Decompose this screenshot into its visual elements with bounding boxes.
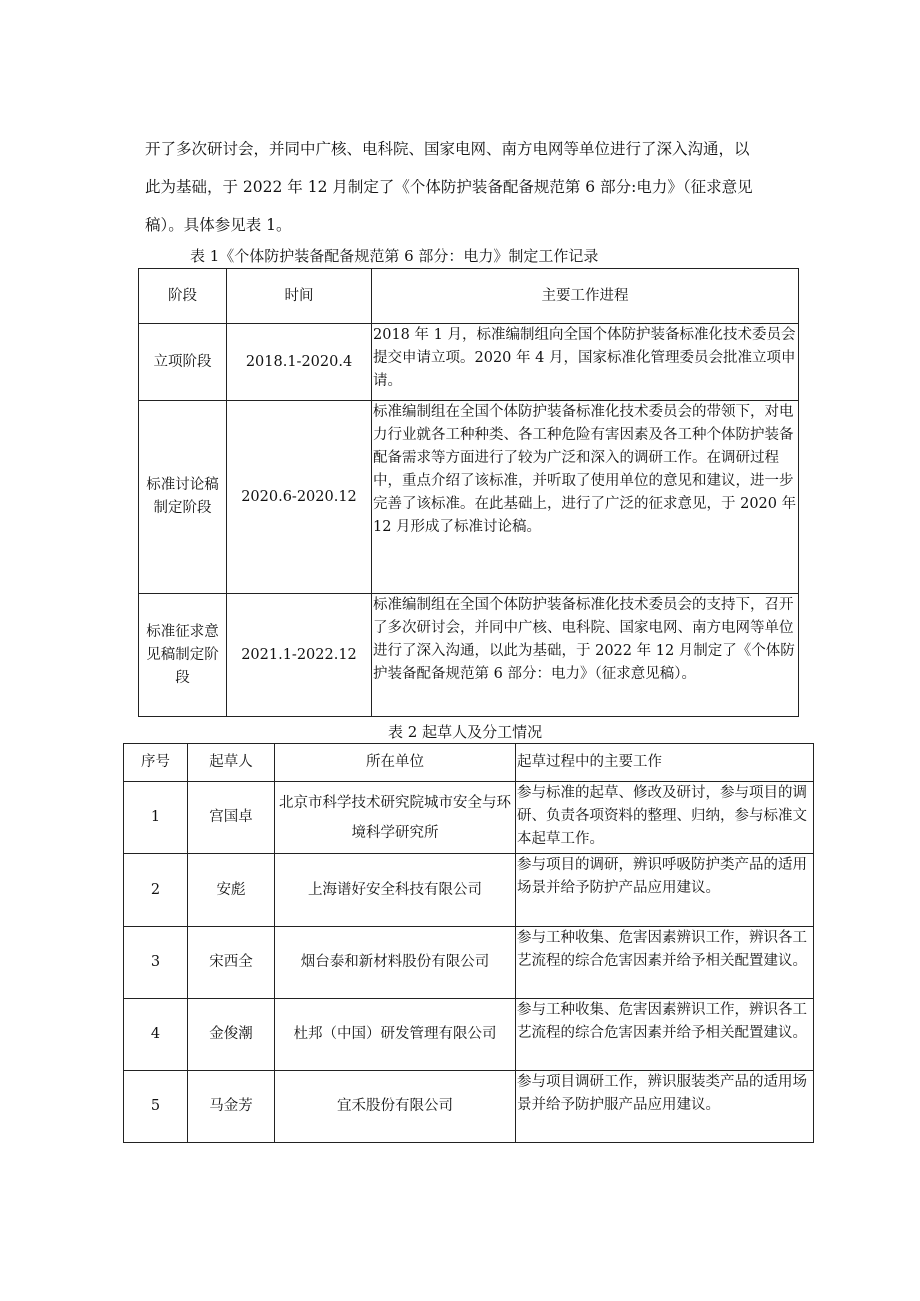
work-cell: 参与工种收集、危害因素辨识工作，辨识各工艺流程的综合危害因素并给予相关配置建议。 (516, 927, 814, 999)
table-row (124, 999, 814, 1071)
drafter-cell: 安彪 (188, 854, 275, 927)
org-cell: 上海谱好安全科技有限公司 (275, 854, 516, 927)
stage-cell: 立项阶段 (139, 324, 227, 401)
table-row (124, 782, 814, 854)
table2-caption: 表 2 起草人及分工情况 (388, 723, 543, 741)
drafter-cell: 金俊潮 (188, 999, 275, 1071)
no-cell: 1 (124, 782, 188, 854)
table-row (139, 324, 799, 401)
no-cell: 5 (124, 1071, 188, 1143)
header-no: 序号 (124, 744, 188, 782)
org-cell: 杜邦（中国）研发管理有限公司 (275, 999, 516, 1071)
intro-line: 稿）。具体参见表 1。 (145, 216, 292, 234)
intro-paragraph (145, 130, 815, 244)
table-row (124, 854, 814, 927)
stage-cell: 标准征求意见稿制定阶段 (139, 594, 227, 717)
org-cell: 北京市科学技术研究院城市安全与环境科学研究所 (275, 782, 516, 854)
table-row (139, 594, 799, 717)
no-cell: 2 (124, 854, 188, 927)
table-header-row (124, 744, 814, 782)
intro-line: 开了多次研讨会，并同中广核、电科院、国家电网、南方电网等单位进行了深入沟通，以 (145, 140, 750, 158)
drafter-cell: 宫国卓 (188, 782, 275, 854)
header-org: 所在单位 (275, 744, 516, 782)
header-time: 时间 (227, 269, 372, 324)
work-record-table (138, 268, 799, 717)
drafter-cell: 宋西全 (188, 927, 275, 999)
intro-line: 此为基础，于 2022 年 12 月制定了《个体防护装备配备规范第 6 部分:电力》（征求意见 (145, 178, 753, 196)
work-cell: 参与项目的调研，辨识呼吸防护类产品的适用场景并给予防护产品应用建议。 (516, 854, 814, 927)
work-cell: 2018 年 1 月，标准编制组向全国个体防护装备标准化技术委员会提交申请立项。2020 年 4 月，国家标准化管理委员会批准立项申请。 (372, 324, 799, 401)
header-drafter: 起草人 (188, 744, 275, 782)
table-row (124, 927, 814, 999)
org-cell: 宜禾股份有限公司 (275, 1071, 516, 1143)
no-cell: 3 (124, 927, 188, 999)
time-cell: 2021.1-2022.12 (227, 594, 372, 717)
table1-caption: 表 1《个体防护装备配备规范第 6 部分：电力》制定工作记录 (190, 247, 599, 265)
work-cell: 参与标准的起草、修改及研讨，参与项目的调研、负责各项资料的整理、归纳，参与标准文本起草工作。 (516, 782, 814, 854)
table-row (139, 401, 799, 594)
work-cell: 标准编制组在全国个体防护装备标准化技术委员会的支持下，召开了多次研讨会，并同中广核、电科院、国家电网、南方电网等单位进行了深入沟通，以此为基础，于 2022 年 12 月制定了《个体防护装备配备规范第 6 部分：电力》（征求意见稿）。 (372, 594, 799, 717)
time-cell: 2020.6-2020.12 (227, 401, 372, 594)
work-cell: 参与工种收集、危害因素辨识工作，辨识各工艺流程的综合危害因素并给予相关配置建议。 (516, 999, 814, 1071)
work-cell: 标准编制组在全国个体防护装备标准化技术委员会的带领下，对电力行业就各工种种类、各工种危险有害因素及各工种个体防护装备配备需求等方面进行了较为广泛和深入的调研工作。在调研过程中，重点介绍了该标准，并听取了使用单位的意见和建议，进一步完善了该标准。在此基础上，进行了广泛的征求意见，于 2020 年 12 月形成了标准讨论稿。 (372, 401, 799, 594)
table-header-row (139, 269, 799, 324)
work-cell: 参与项目调研工作，辨识服装类产品的适用场景并给予防护服产品应用建议。 (516, 1071, 814, 1143)
header-work: 主要工作进程 (372, 269, 799, 324)
table-row (124, 1071, 814, 1143)
header-stage: 阶段 (139, 269, 227, 324)
drafter-cell: 马金芳 (188, 1071, 275, 1143)
stage-cell: 标准讨论稿制定阶段 (139, 401, 227, 594)
org-cell: 烟台泰和新材料股份有限公司 (275, 927, 516, 999)
header-work: 起草过程中的主要工作 (516, 744, 814, 782)
time-cell: 2018.1-2020.4 (227, 324, 372, 401)
drafters-table (123, 743, 814, 1143)
no-cell: 4 (124, 999, 188, 1071)
